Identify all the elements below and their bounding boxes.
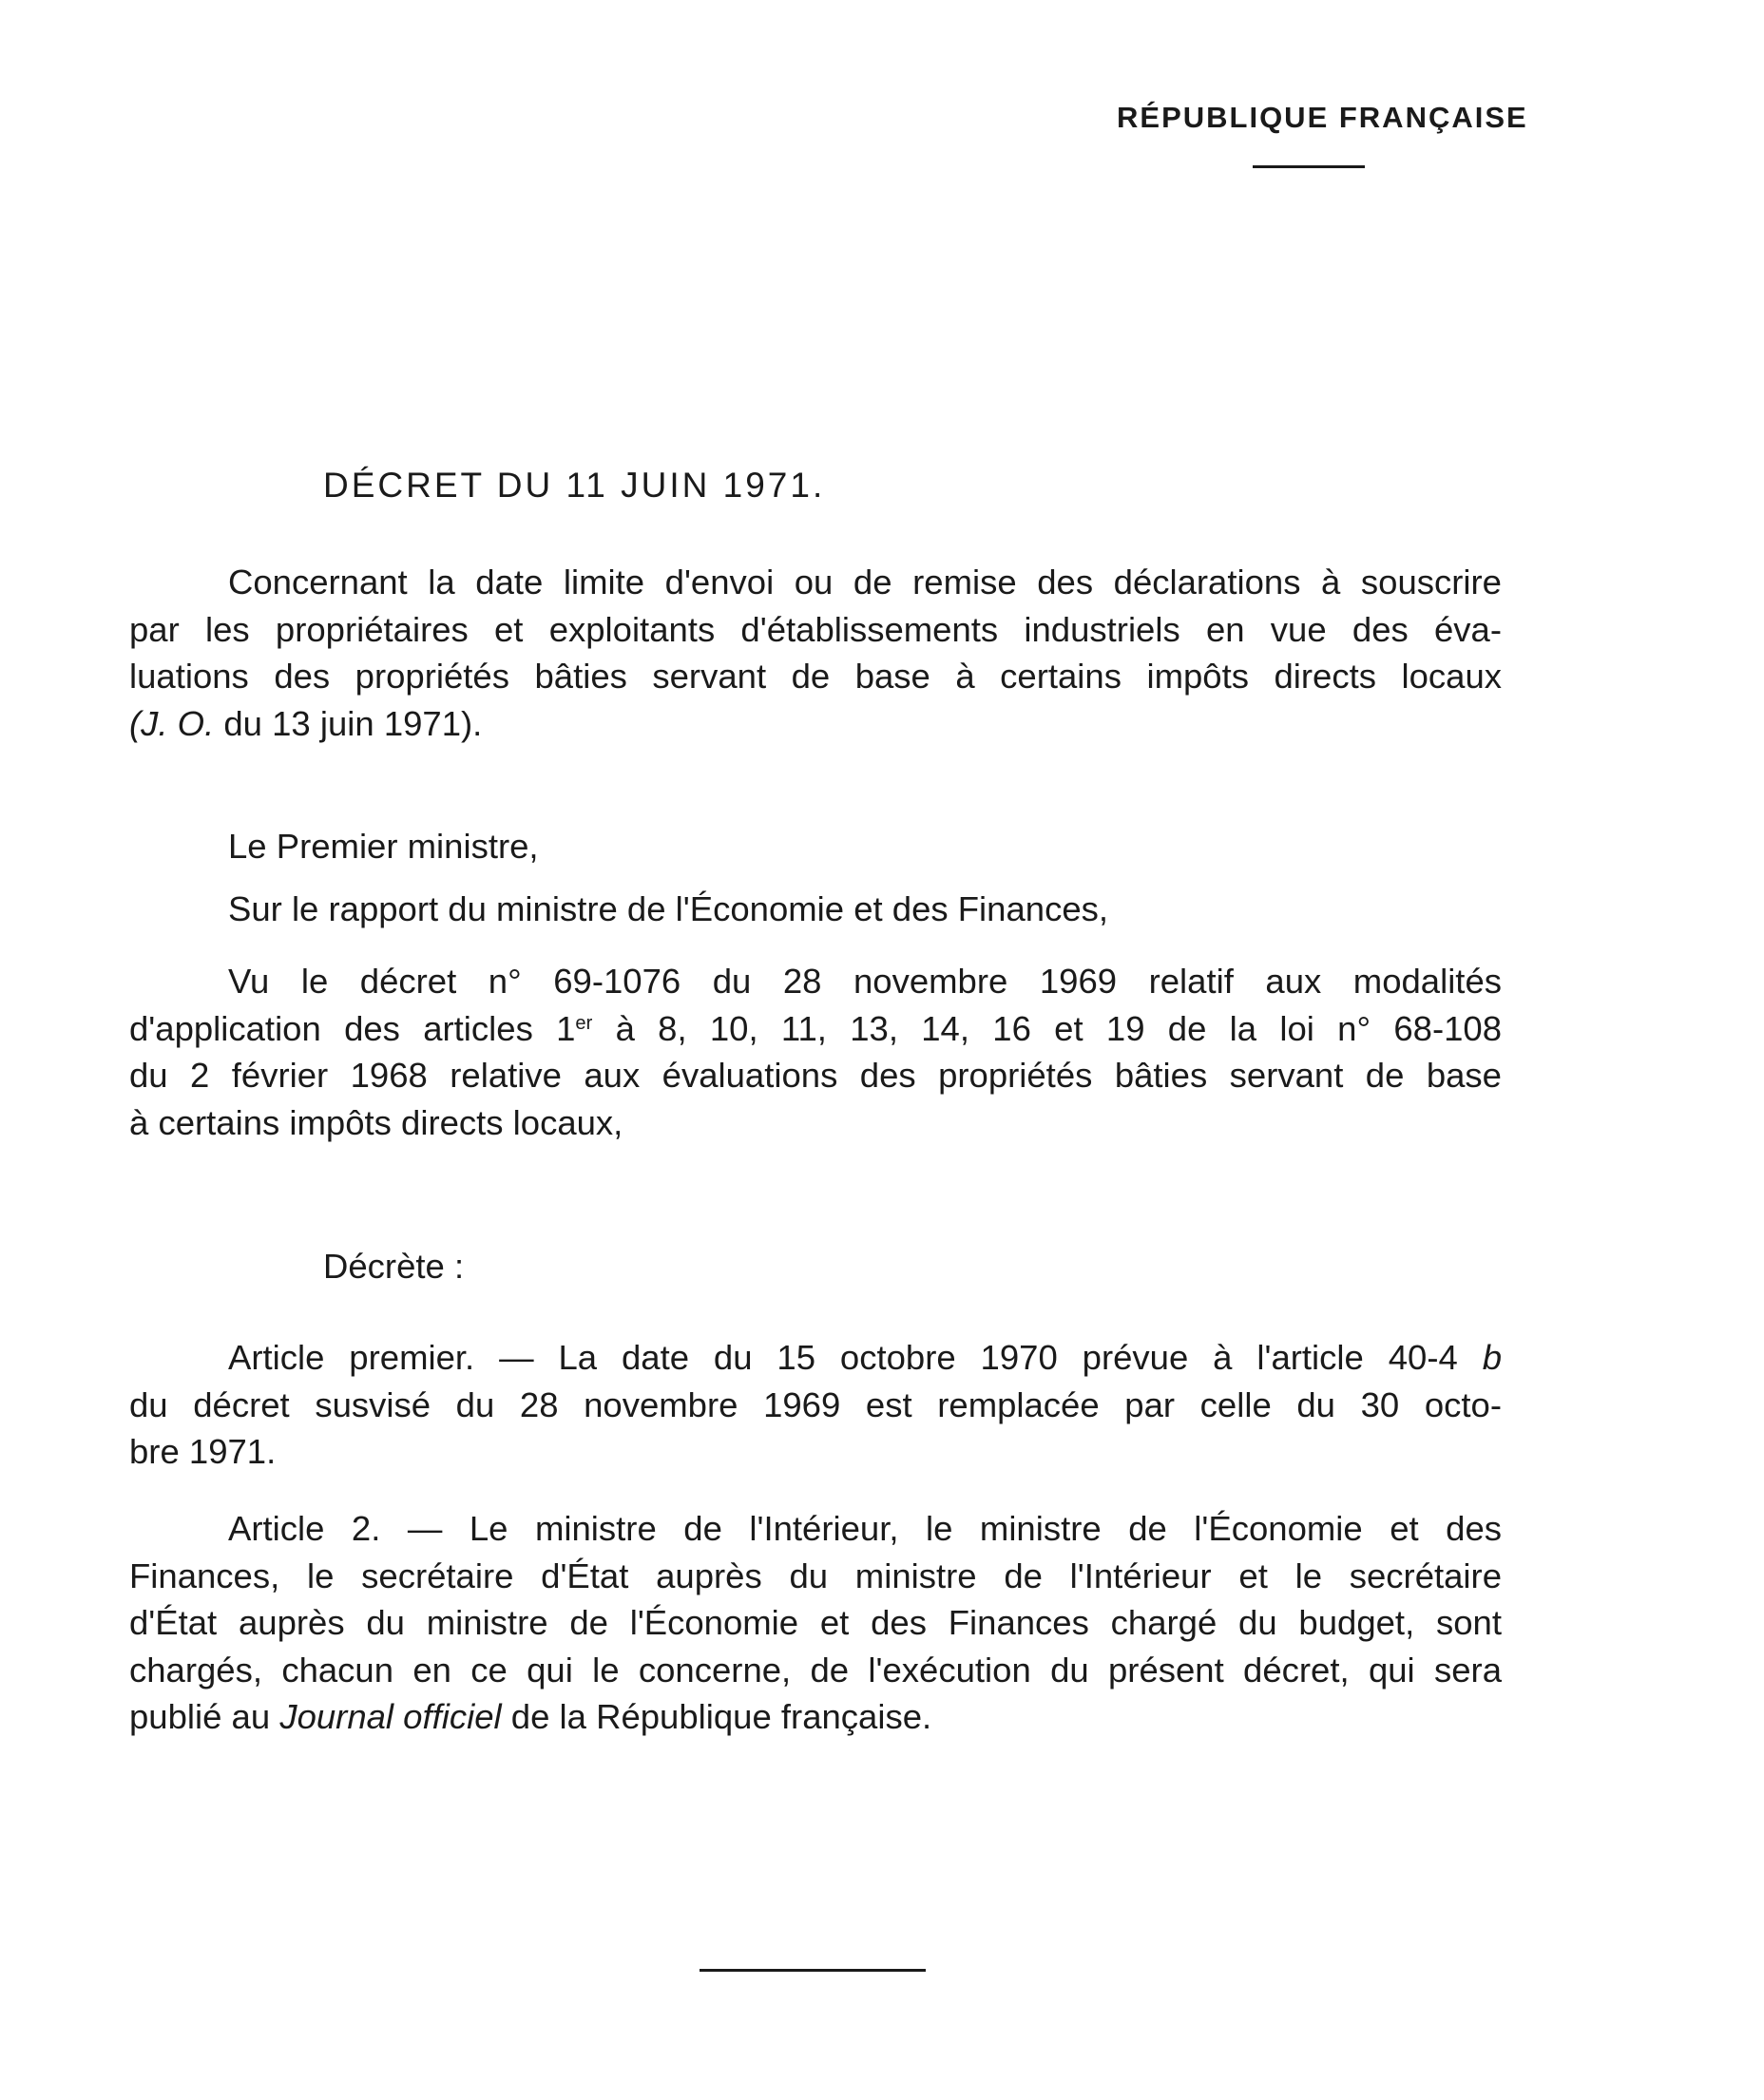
article-1-line-2: du décret susvisé du 28 novembre 1969 est remplacée par celle du 30 octo- [129, 1384, 1502, 1424]
prime-minister-line: Le Premier ministre, [228, 827, 539, 866]
article-2-line-4: chargés, chacun en ce qui le concerne, de l'exécution du présent décret, qui sera [129, 1650, 1502, 1690]
vu-line-2-start: d'application des articles 1 [129, 1008, 576, 1048]
article-2-line-1: Article 2. — Le ministre de l'Intérieur, le ministre de l'Économie et des [228, 1509, 1502, 1548]
article-2-line-3: d'État auprès du ministre de l'Économie et des Finances chargé du budget, sont [129, 1603, 1502, 1642]
journal-officiel: Journal officiel [279, 1697, 502, 1736]
summary-line-2: par les propriétaires et exploitants d'établissements industriels en vue des éva- [129, 609, 1502, 649]
article-1-line-1-text: Article premier. — La date du 15 octobre 1970 prévue à l'article 40-4 [228, 1338, 1458, 1377]
article-1-line-1 [129, 1334, 1502, 1382]
superscript-er: er [575, 1012, 593, 1034]
article-1-paragraph [129, 1334, 1502, 1476]
jo-abbreviation: (J. O. [129, 703, 215, 743]
article-2-line-5 [129, 1693, 1502, 1741]
vu-line-1: Vu le décret n° 69-1076 du 28 novembre 1969 relatif aux modalités [228, 962, 1502, 1001]
article-2-line-5-start: publié au [129, 1697, 271, 1736]
summary-line-4-text: du 13 juin 1971). [223, 703, 483, 743]
vu-line-2-end: à 8, 10, 11, 13, 14, 16 et 19 de la loi n° 68-108 [615, 1008, 1502, 1048]
header-divider [1253, 165, 1365, 168]
vu-line-4: à certains impôts directs locaux, [129, 1102, 623, 1142]
summary-line-1: Concernant la date limite d'envoi ou de remise des déclarations à souscrire [228, 563, 1502, 601]
decree-title: DÉCRET DU 11 JUIN 1971. [323, 466, 826, 505]
republic-header: RÉPUBLIQUE FRANÇAISE [1117, 101, 1528, 134]
summary-line-4 [129, 700, 1502, 748]
vu-paragraph [129, 958, 1502, 1146]
article-2-line-5-end: de la République française. [510, 1697, 932, 1736]
summary-line-3: luations des propriétés bâties servant de base à certains impôts directs locaux [129, 657, 1502, 696]
article-2-paragraph [129, 1505, 1502, 1741]
summary-paragraph [129, 559, 1502, 747]
footer-divider [700, 1969, 926, 1972]
vu-line-2 [129, 1005, 1502, 1053]
article-2-line-2: Finances, le secrétaire d'État auprès du ministre de l'Intérieur et le secrétaire [129, 1556, 1502, 1595]
article-1-line-3: bre 1971. [129, 1432, 277, 1471]
report-line: Sur le rapport du ministre de l'Économie et des Finances, [228, 889, 1109, 928]
article-1-letter-b: b [1482, 1338, 1502, 1377]
vu-line-3: du 2 février 1968 relative aux évaluations des propriétés bâties servant de base [129, 1056, 1502, 1095]
decrete-line: Décrète : [323, 1247, 465, 1286]
